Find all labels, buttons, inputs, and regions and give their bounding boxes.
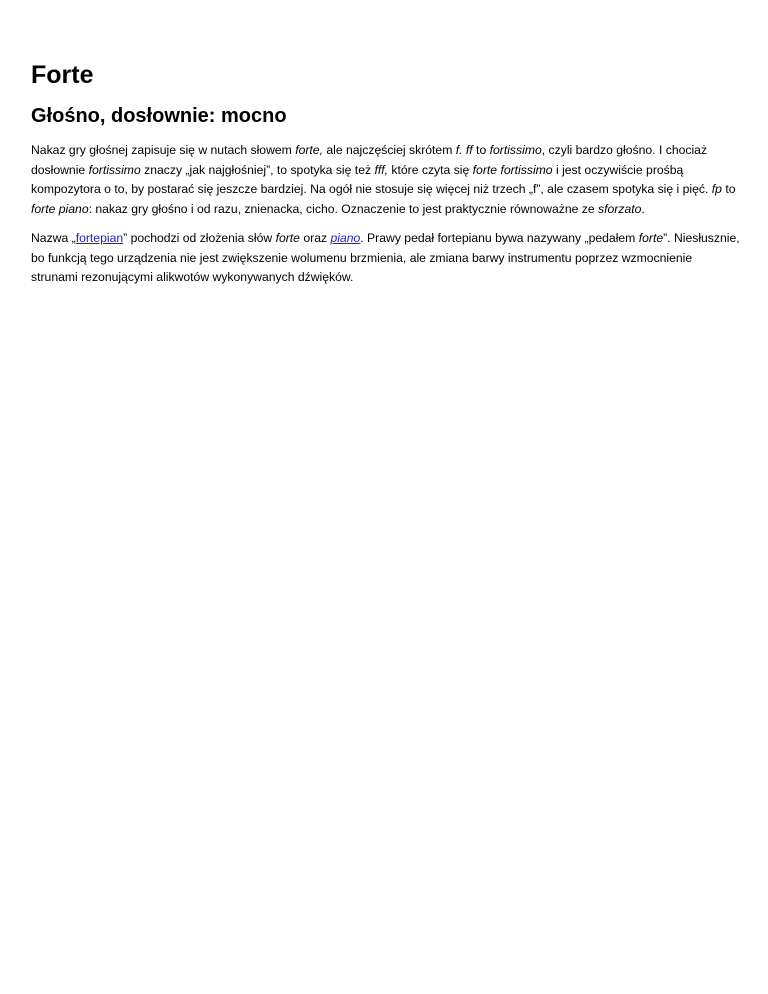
text-run: Nakaz gry głośnej zapisuje się w nutach słowem — [31, 143, 296, 157]
text-run: i jest oczywiście prośbą kompozytora o to, by postarać się jeszcze bardziej. Na ogół nie stosuje się więcej niż trzech „f”, ale czasem spotyka się i pięć. — [31, 162, 712, 196]
text-run: : nakaz gry głośno i od razu, znienacka, cicho. Oznaczenie to jest praktycznie równoważne ze — [88, 201, 599, 216]
term-fp: fp — [711, 182, 722, 196]
term-forte: forte — [275, 231, 300, 245]
text-run: znaczy „jak najgłośniej”, to spotyka się też — [140, 162, 375, 177]
link-piano[interactable] — [330, 231, 360, 245]
text-run: . — [641, 201, 645, 216]
term-fff: fff, — [374, 162, 388, 177]
paragraph-forte — [31, 141, 741, 219]
document-page — [31, 58, 741, 288]
text-run: to — [721, 182, 736, 196]
text-run: to — [472, 143, 490, 157]
text-run: . Prawy pedał fortepianu bywa nazywany „pedałem — [360, 231, 639, 245]
link-piano-label[interactable]: piano — [330, 231, 361, 245]
section-heading: Głośno, dosłownie: mocno — [31, 105, 287, 127]
term-forte: forte — [638, 231, 664, 245]
term-forte: forte, — [295, 143, 323, 157]
text-run: ”. Niesłusznie, bo funkcją tego urządzenia nie jest zwiększenie wolumenu brzmienia, ale zmiana barwy instrumentu poprzez wzmocnienie strunami rezonującymi alikwotów wykonywanych dźwięków. — [31, 231, 740, 284]
text-run: , czyli bardzo głośno. I chociaż dosłownie — [31, 143, 708, 177]
term-fortissimo: fortissimo — [88, 162, 141, 177]
text-run: ” pochodzi od złożenia słów — [123, 231, 276, 245]
link-fortepian[interactable]: fortepian — [75, 231, 124, 245]
text-run: Nazwa „ — [31, 231, 76, 245]
text-run: ale najczęściej skrótem — [322, 143, 456, 157]
page-title: Forte — [31, 61, 94, 89]
term-forte-fortissimo: forte fortissimo — [472, 162, 553, 177]
text-run: oraz — [299, 231, 331, 245]
term-forte-piano: forte piano — [31, 201, 89, 216]
text-run: które czyta się — [388, 162, 473, 177]
term-fortissimo: fortissimo — [489, 143, 542, 157]
term-f-ff: f. ff — [455, 143, 473, 157]
term-sforzato: sforzato — [598, 201, 642, 216]
paragraph-fortepian — [31, 229, 741, 288]
